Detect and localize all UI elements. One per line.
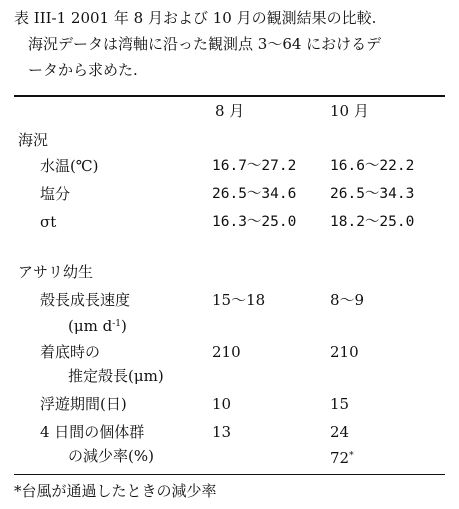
cell-shell-growth-rate-august: 15～18 bbox=[212, 291, 266, 309]
cell-settlement-length-august: 210 bbox=[212, 343, 241, 361]
column-header-august: 8 月 bbox=[215, 102, 245, 120]
row-label-settlement: 着底時の bbox=[40, 343, 101, 361]
column-header-october: 10 月 bbox=[330, 102, 369, 120]
row-label-shell-growth-rate-unit: (μm $d^{-1}$) bbox=[68, 317, 127, 335]
cell-decrease-rate-october: 24 bbox=[330, 423, 350, 441]
section-title-clam-larvae: アサリ幼生 bbox=[18, 263, 94, 281]
table-footnote: *台風が通過したときの減少率 bbox=[14, 482, 217, 500]
footnote-mark: * bbox=[349, 451, 354, 461]
cell-water-temperature-august: 16.7～27.2 bbox=[212, 158, 297, 174]
row-label-settlement-shell-length: 推定殻長(μm) bbox=[68, 367, 164, 385]
row-label-water-temperature: 水温(℃) bbox=[40, 157, 99, 175]
table-caption-line-3: ータから求めた. bbox=[28, 61, 138, 79]
unit-exponent: -1 bbox=[112, 319, 121, 329]
cell-planktonic-period-august: 10 bbox=[212, 395, 232, 413]
cell-settlement-length-october: 210 bbox=[330, 343, 359, 361]
cell-planktonic-period-october: 15 bbox=[330, 395, 350, 413]
table-bottom-rule bbox=[14, 474, 445, 475]
row-label-population-4days: 4 日間の個体群 bbox=[40, 423, 145, 441]
section-title-sea-conditions: 海況 bbox=[18, 131, 49, 149]
cell-sigma-t-october: 18.2～25.0 bbox=[330, 214, 415, 230]
cell-decrease-rate-october-typhoon: 72* bbox=[330, 449, 354, 467]
row-label-salinity: 塩分 bbox=[40, 185, 71, 203]
table-top-rule bbox=[14, 95, 445, 97]
cell-sigma-t-august: 16.3～25.0 bbox=[212, 214, 297, 230]
row-label-decrease-rate: の減少率(%) bbox=[68, 447, 154, 465]
table-caption-line-1: 表 III-1 2001 年 8 月および 10 月の観測結果の比較. bbox=[14, 9, 377, 27]
cell-salinity-august: 26.5～34.6 bbox=[212, 186, 297, 202]
table-caption-line-2: 海況データは湾軸に沿った観測点 3～64 におけるデ bbox=[28, 35, 382, 53]
cell-decrease-rate-august: 13 bbox=[212, 423, 232, 441]
row-label-sigma-t: σt bbox=[40, 213, 57, 231]
row-label-planktonic-period: 浮遊期間(日) bbox=[40, 395, 127, 413]
row-label-shell-growth-rate: 殻長成長速度 bbox=[40, 291, 131, 309]
cell-shell-growth-rate-october: 8～9 bbox=[330, 291, 365, 309]
cell-salinity-october: 26.5～34.3 bbox=[330, 186, 415, 202]
cell-water-temperature-october: 16.6～22.2 bbox=[330, 158, 415, 174]
